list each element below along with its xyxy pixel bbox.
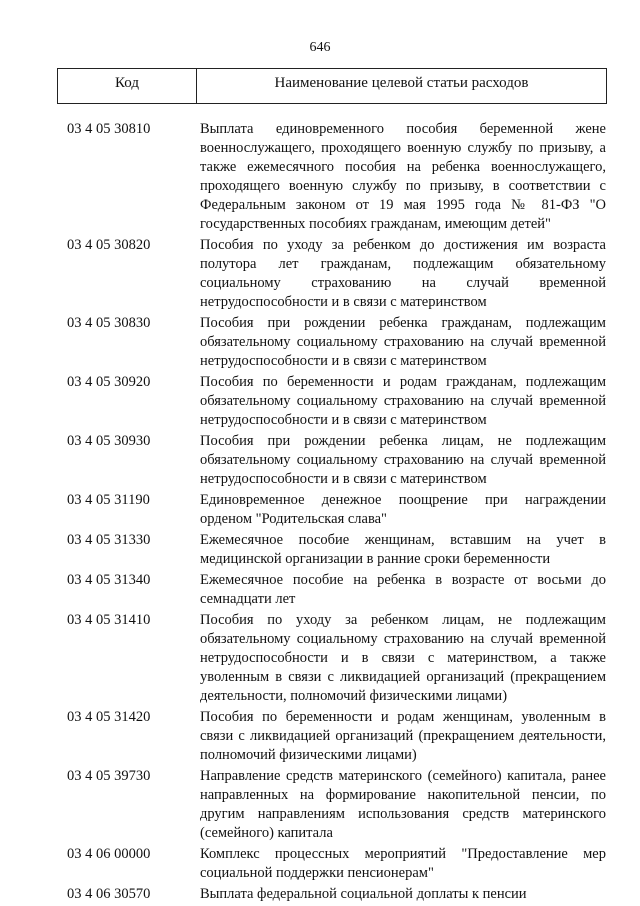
table-body <box>0 120 640 906</box>
row-code: 03 4 05 31330 <box>67 532 151 548</box>
row-code: 03 4 05 31190 <box>67 492 150 508</box>
row-description: Пособия при рождении ребенка лицам, не подлежащим обязательному социальному страхованию на случай временной нетрудоспособности и в связи с материнством <box>200 433 606 487</box>
table-row <box>0 845 640 883</box>
row-description: Пособия по беременности и родам гражданам, подлежащим обязательному социальному страхованию на случай временной нетрудоспособности и в связи с материнством <box>200 374 606 428</box>
row-code: 03 4 05 30820 <box>67 237 151 253</box>
table-row <box>0 531 640 569</box>
header-name: Наименование целевой статьи расходов <box>274 75 529 91</box>
row-description: Пособия при рождении ребенка гражданам, подлежащим обязательному социальному страхованию на случай временной нетрудоспособности и в связи с материнством <box>200 315 606 369</box>
header-code: Код <box>58 69 197 103</box>
row-description: Выплата федеральной социальной доплаты к пенсии <box>200 886 527 902</box>
row-code: 03 4 05 31420 <box>67 709 151 725</box>
table-row <box>0 432 640 489</box>
row-description: Комплекс процессных мероприятий "Предоставление мер социальной поддержки пенсионерам" <box>200 846 606 881</box>
table-row <box>0 767 640 843</box>
row-description: Ежемесячное пособие на ребенка в возрасте от восьми до семнадцати лет <box>200 572 606 607</box>
table-row <box>0 236 640 312</box>
page-number: 646 <box>309 40 331 55</box>
row-description: Пособия по беременности и родам женщинам, уволенным в связи с ликвидацией организаций (прекращением деятельности, полномочий физическими лицами) <box>200 709 606 763</box>
row-code: 03 4 05 31410 <box>67 612 151 628</box>
row-code: 03 4 05 30830 <box>67 315 151 331</box>
table-row <box>0 314 640 371</box>
table-row <box>0 885 640 904</box>
row-code: 03 4 05 30930 <box>67 433 151 449</box>
table-row <box>0 120 640 234</box>
row-description: Выплата единовременного пособия беременной жене военнослужащего, проходящего военную службу по призыву, а также ежемесячного пособия на ребенка военнослужащего, проходящего военную службу по призыву, в соответствии с Федеральным законом от 19 мая 1995 года № 81-ФЗ "О государственных пособиях гражданам, имеющим детей" <box>200 121 606 232</box>
row-code: 03 4 06 30570 <box>67 886 151 902</box>
row-description: Ежемесячное пособие женщинам, вставшим на учет в медицинской организации в ранние сроки беременности <box>200 532 606 567</box>
row-code: 03 4 05 30920 <box>67 374 151 390</box>
row-description: Пособия по уходу за ребенком лицам, не подлежащим обязательному социальному страхованию на случай временной нетрудоспособности и в связи с материнством, а также уволенным в связи с ликвидацией организаций (прекращением деятельности, полномочий физическими лицами) <box>200 612 606 704</box>
row-code: 03 4 06 00000 <box>67 846 151 862</box>
table-row <box>0 491 640 529</box>
table-row <box>0 373 640 430</box>
row-description: Пособия по уходу за ребенком до достижения им возраста полутора лет гражданам, подлежащим обязательному социальному страхованию на случай временной нетрудоспособности и в связи с материнством <box>200 237 606 310</box>
table-row <box>0 571 640 609</box>
row-code: 03 4 05 39730 <box>67 768 151 784</box>
row-description: Направление средств материнского (семейного) капитала, ранее направленных на формирование накопительной пенсии, по другим направлениям использования средств материнского (семейного) капитала <box>200 768 606 841</box>
table-row <box>0 708 640 765</box>
row-code: 03 4 05 30810 <box>67 121 151 137</box>
row-code: 03 4 05 31340 <box>67 572 151 588</box>
row-description: Единовременное денежное поощрение при награждении орденом "Родительская слава" <box>200 492 606 527</box>
table-header <box>57 68 607 104</box>
table-row <box>0 611 640 706</box>
